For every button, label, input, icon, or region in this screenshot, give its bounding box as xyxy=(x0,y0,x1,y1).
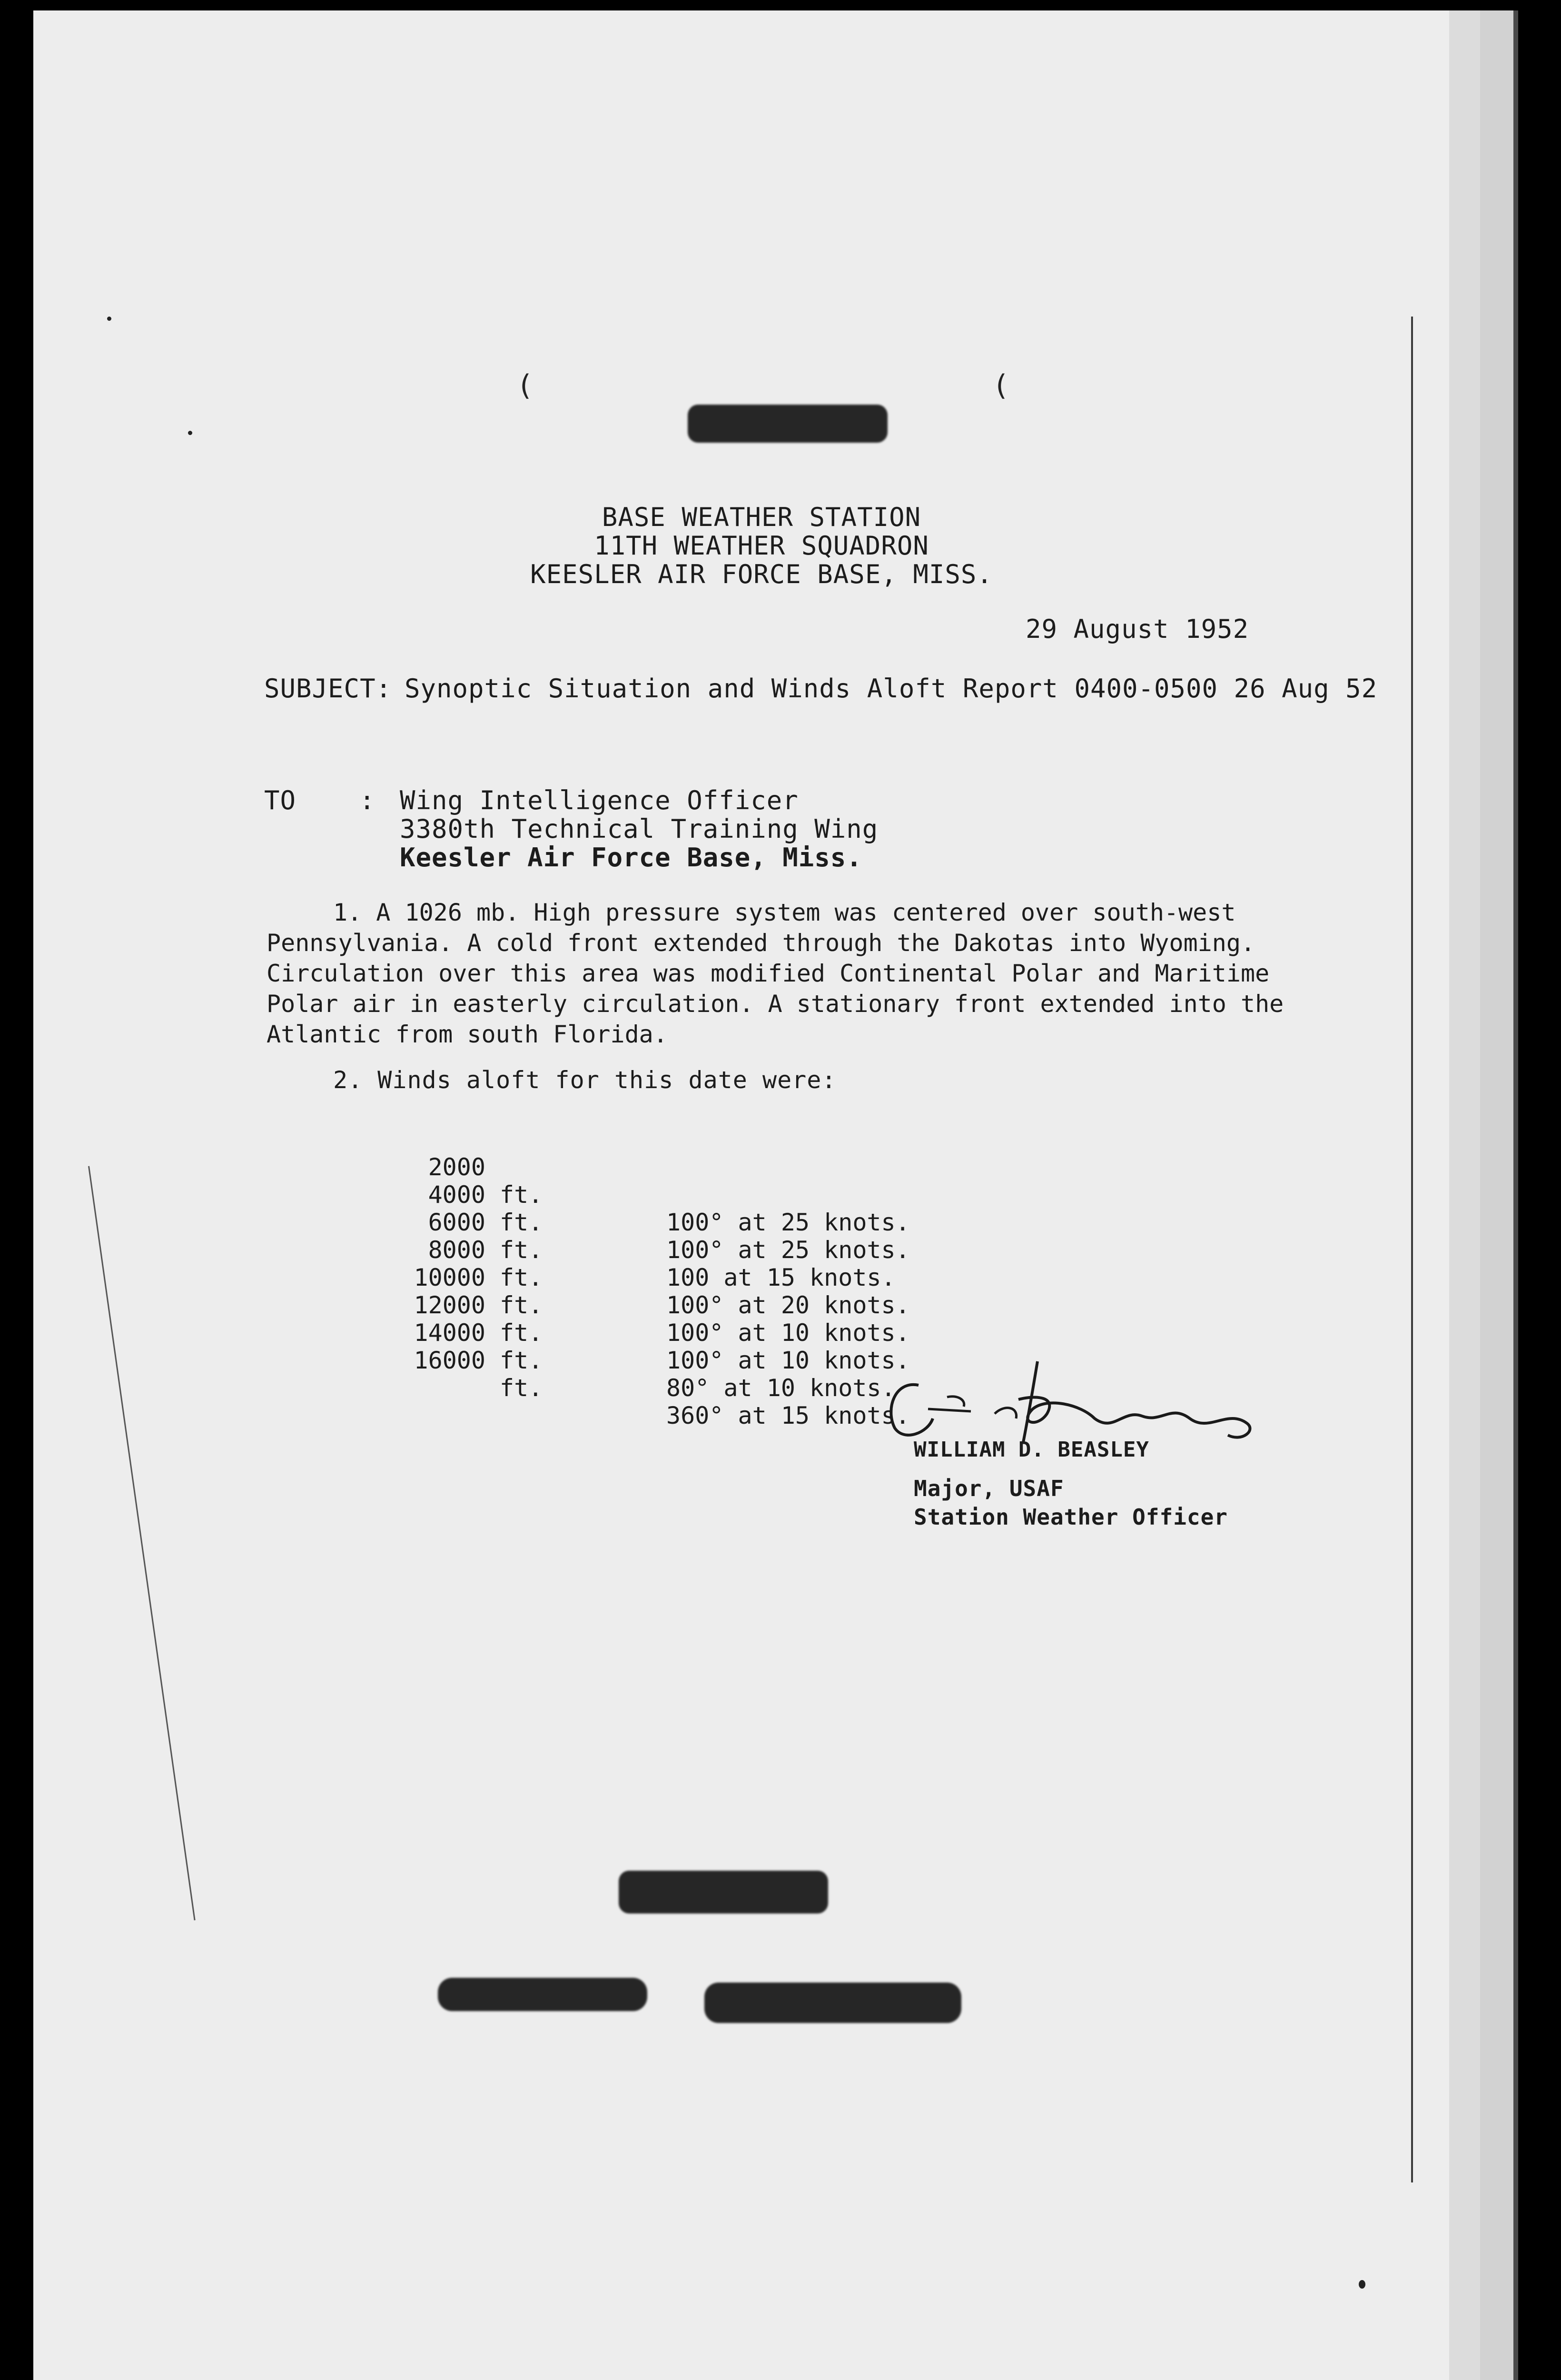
wind-cell: 100° at 25 knots. xyxy=(666,1236,910,1264)
signature-name: WILLIAM D. BEASLEY xyxy=(914,1438,1149,1462)
film-edge-band xyxy=(1449,0,1482,2380)
altitude-cell: 8000 xyxy=(428,1236,485,1264)
unit-cell: ft. xyxy=(500,1181,543,1209)
unit-cell: ft. xyxy=(500,1209,543,1236)
paper-edge-line xyxy=(1411,317,1413,2182)
to-separator: : xyxy=(359,785,375,815)
to-wing: 3380th Technical Training Wing xyxy=(400,814,879,844)
redacted-classification-bottom xyxy=(619,1871,828,1914)
wind-cell: 100° at 20 knots. xyxy=(666,1291,910,1319)
to-base: Keesler Air Force Base, Miss. xyxy=(400,843,862,873)
wind-cell: 100 at 15 knots. xyxy=(666,1264,896,1291)
to-label: TO xyxy=(264,785,296,815)
film-edge-band-outer xyxy=(1480,0,1518,2380)
altitude-cell: 4000 xyxy=(428,1181,485,1209)
wind-cell: 80° at 10 knots. xyxy=(666,1374,896,1402)
document-date: 29 August 1952 xyxy=(1026,614,1249,644)
wind-cell: 360° at 15 knots. xyxy=(666,1402,910,1429)
unit-cell: ft. xyxy=(500,1264,543,1291)
redacted-classification-top xyxy=(688,405,888,443)
altitude-cell: 14000 xyxy=(414,1319,485,1347)
right-paren: ( xyxy=(992,369,1010,402)
to-recipient: Wing Intelligence Officer xyxy=(400,785,799,815)
winds-aloft-table xyxy=(343,1126,914,1429)
unit-cell: ft. xyxy=(500,1347,543,1374)
unit-cell: ft. xyxy=(500,1291,543,1319)
unit-cell: ft. xyxy=(500,1236,543,1264)
header-squadron: 11TH WEATHER SQUADRON xyxy=(594,531,929,561)
film-border-top xyxy=(0,0,1561,10)
dust-speck xyxy=(1359,2280,1365,2289)
unit-cell: ft. xyxy=(500,1319,543,1347)
signature-title: Station Weather Officer xyxy=(914,1504,1228,1530)
dust-speck xyxy=(107,317,111,321)
wind-cell: 100° at 10 knots. xyxy=(666,1319,910,1347)
dust-speck xyxy=(188,431,192,435)
altitude-cell: 2000 xyxy=(428,1153,485,1181)
subject-text: Synoptic Situation and Winds Aloft Report 0400-0500 26 Aug 52 xyxy=(405,674,1378,704)
signature-rank: Major, USAF xyxy=(914,1476,1064,1501)
redacted-stamp-right xyxy=(704,1983,961,2023)
altitude-cell: 6000 xyxy=(428,1209,485,1236)
film-border-right xyxy=(1518,0,1561,2380)
altitude-cell: 10000 xyxy=(414,1264,485,1291)
film-border-left xyxy=(0,0,33,2380)
altitude-cell: 12000 xyxy=(414,1291,485,1319)
altitude-cell: 16000 xyxy=(414,1347,485,1374)
paragraph-winds-intro: 2. Winds aloft for this date were: xyxy=(333,1066,837,1094)
redacted-stamp-left xyxy=(438,1978,647,2011)
header-base: KEESLER AIR FORCE BASE, MISS. xyxy=(530,559,993,589)
paragraph-synoptic: 1. A 1026 mb. High pressure system was centered over south-west Pennsylvania. A cold front extended through the Dakotas into Wyoming. Circulation over this area was modified Continental Polar and Maritime Polar air in easterly circulation. A stationary front extended into the Atlantic from south Florida. xyxy=(267,899,1284,1048)
wind-cell: 100° at 25 knots. xyxy=(666,1209,910,1236)
subject-label: SUBJECT: xyxy=(264,674,392,704)
unit-cell: ft. xyxy=(500,1374,543,1402)
left-paren: ( xyxy=(516,369,534,402)
wind-cell: 100° at 10 knots. xyxy=(666,1347,910,1374)
header-station: BASE WEATHER STATION xyxy=(602,502,921,532)
fold-line xyxy=(88,1166,196,1921)
